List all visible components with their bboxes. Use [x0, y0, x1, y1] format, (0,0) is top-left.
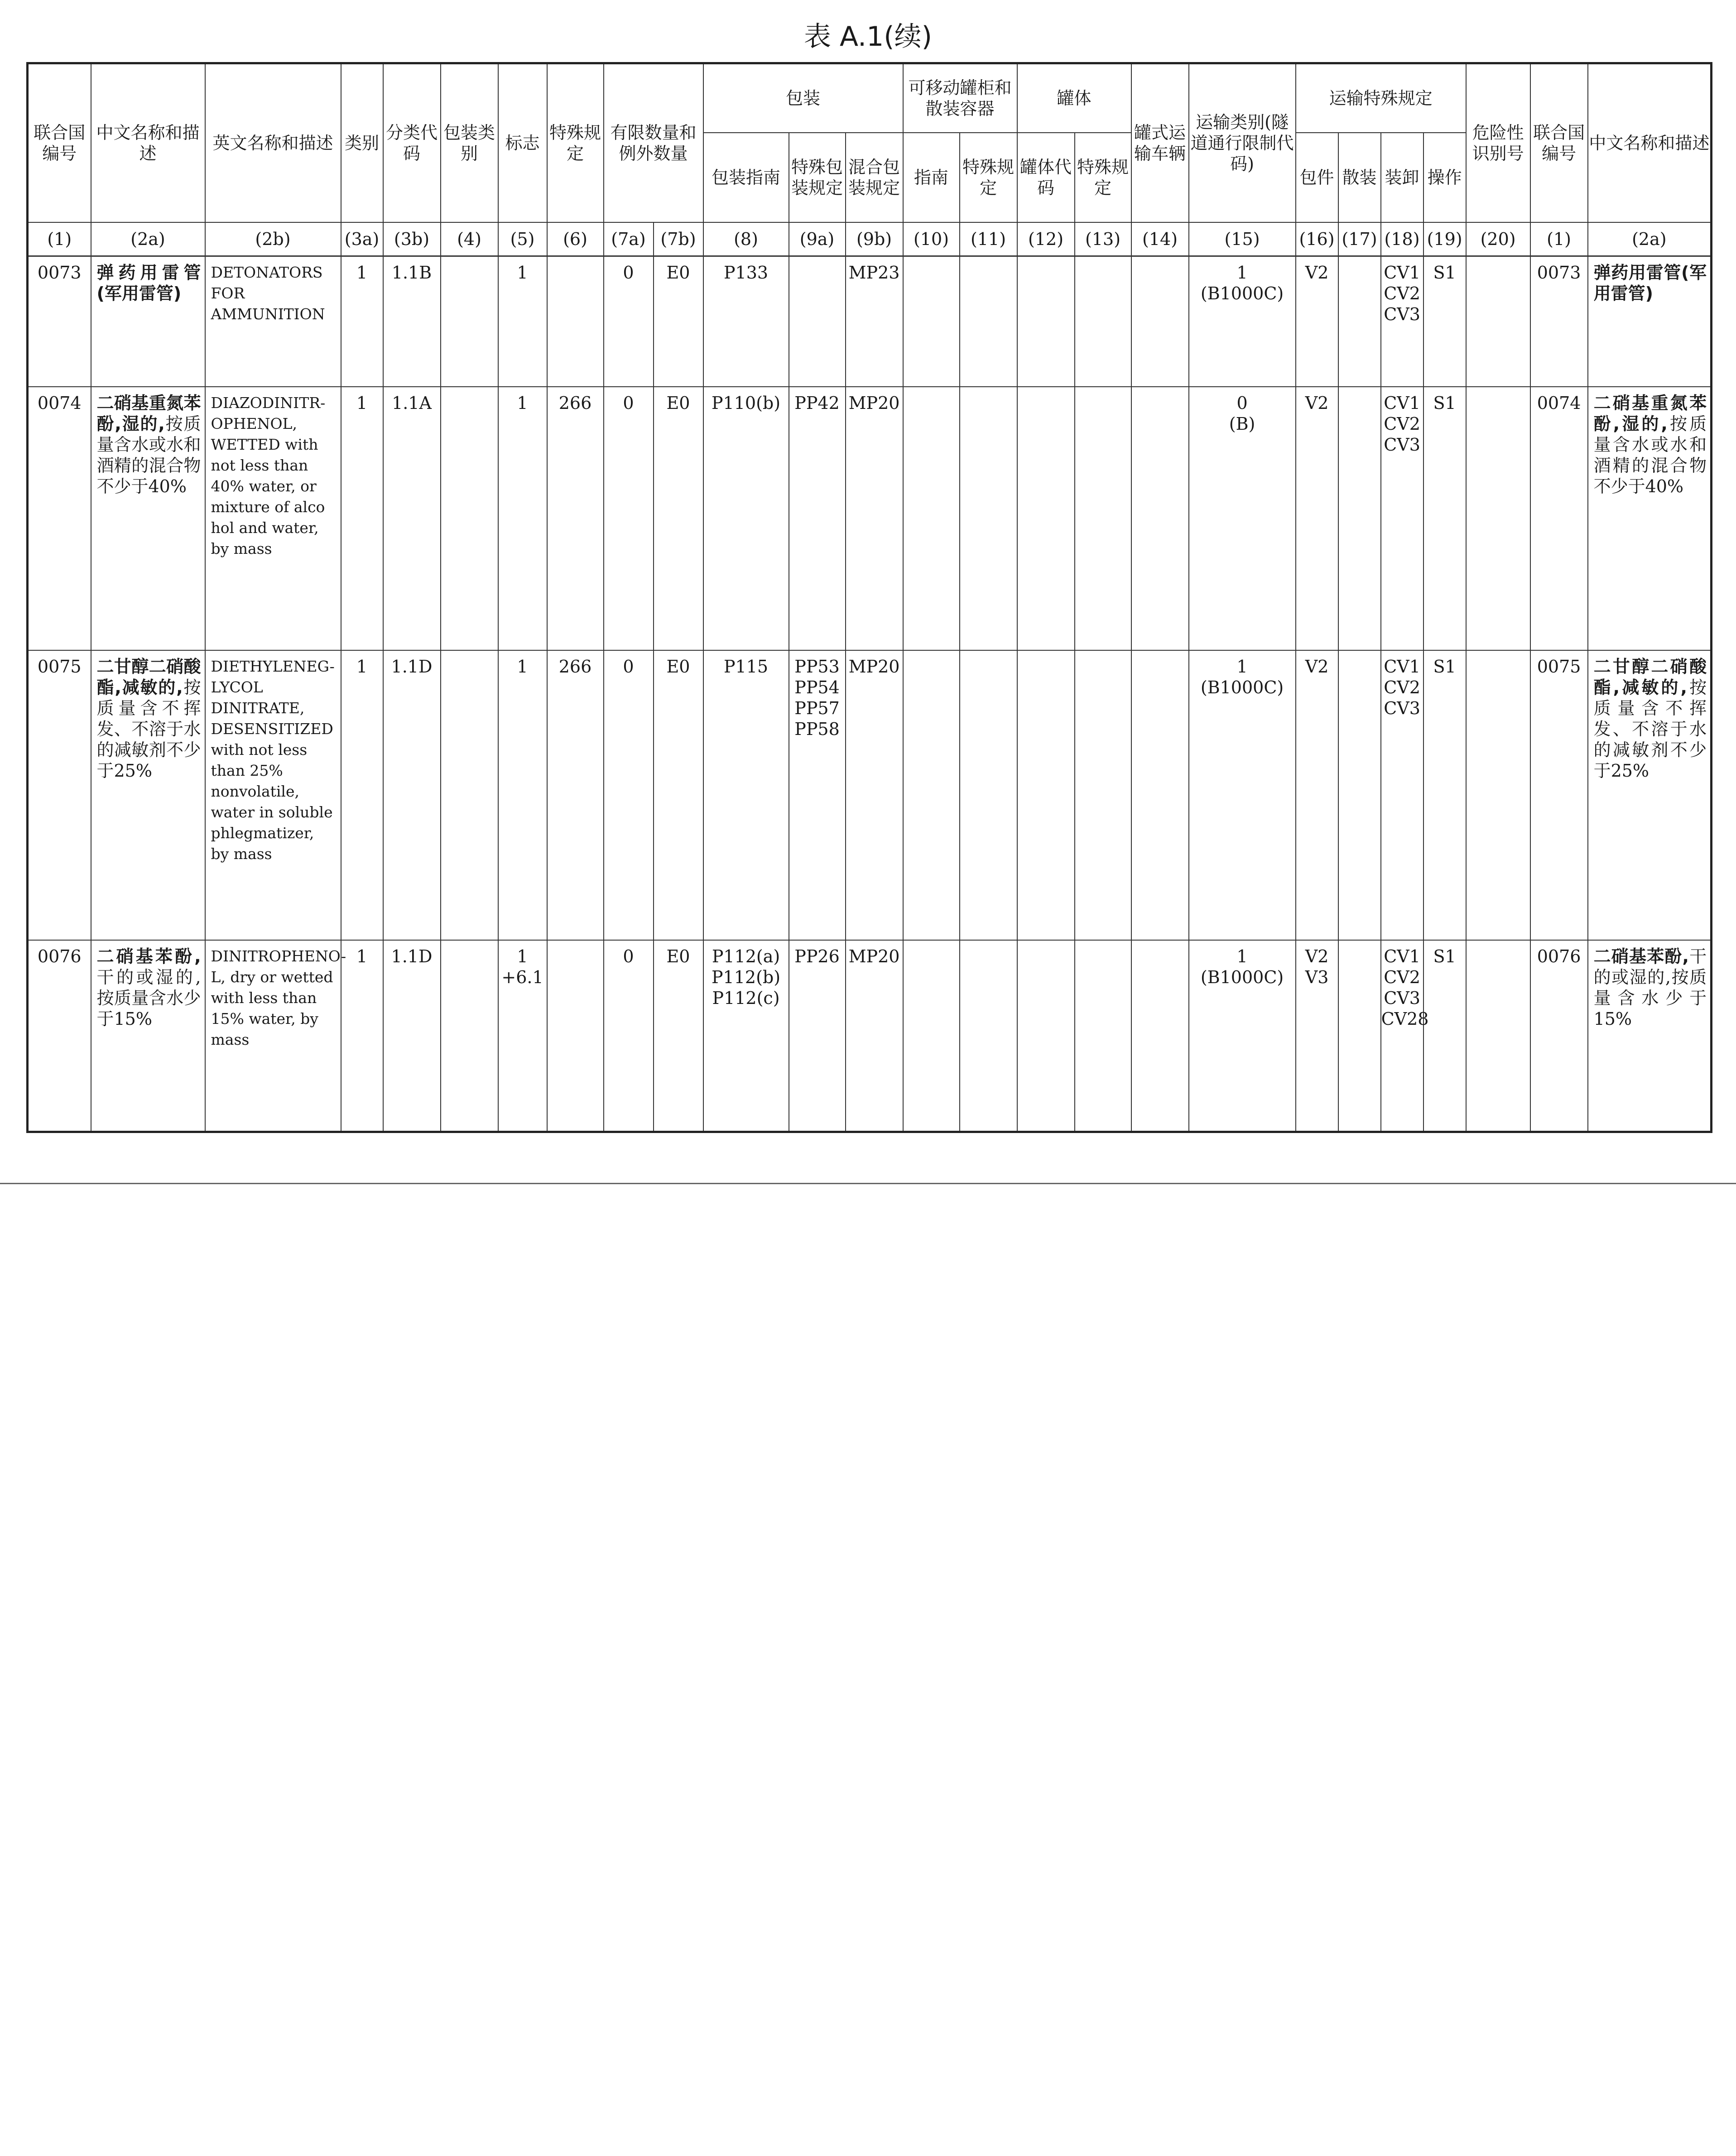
- special-provision-cell: [547, 940, 604, 1132]
- tank-special-cell: [1075, 940, 1131, 1132]
- header-class: 类别: [341, 63, 383, 223]
- transport-category-cell: 1 (B1000C): [1189, 650, 1296, 940]
- column-number: (6): [547, 222, 604, 256]
- header-transport-category: 运输类别(隧道通行限制代码): [1189, 63, 1296, 223]
- tank-code-cell: [1017, 940, 1075, 1132]
- column-number: (2a): [91, 222, 205, 256]
- english-name-cell: DIETHYLENEG-LYCOL DINITRATE, DESENSITIZED with not less than 25% nonvolatile, water in soluble phlegmatizer, by mass: [205, 650, 341, 940]
- chinese-name-bold: 二硝基重氮苯酚,湿的,: [96, 393, 201, 434]
- chinese-name-right-cell: [1588, 940, 1712, 1132]
- header-un-number: 联合国编号: [28, 63, 91, 223]
- chinese-name-bold: 二甘醇二硝酸酯,减敏的,: [96, 656, 201, 697]
- column-number: (19): [1423, 222, 1466, 256]
- portable-special-cell: [960, 256, 1017, 387]
- header-packaging: 包装: [703, 63, 903, 133]
- header-packages: 包件: [1296, 133, 1338, 222]
- column-number: (18): [1381, 222, 1423, 256]
- column-number: (2b): [205, 222, 341, 256]
- english-name-cell: DINITROPHENO-L, dry or wetted with less than 15% water, by mass: [205, 940, 341, 1132]
- header-un-number-right: 联合国编号: [1530, 63, 1588, 223]
- excepted-qty-cell: E0: [654, 940, 703, 1132]
- chinese-name-right-cell: [1588, 387, 1712, 650]
- dangerous-goods-table-container: [26, 62, 1712, 1133]
- portable-special-cell: [960, 650, 1017, 940]
- special-packing-cell: [789, 256, 846, 387]
- packing-instruction-cell: P110(b): [703, 387, 789, 650]
- table-title: 表 A.1(续): [803, 21, 933, 53]
- chinese-name-right-cell: [1588, 650, 1712, 940]
- tank-vehicle-cell: [1131, 387, 1189, 650]
- class-code-cell: 1.1A: [383, 387, 441, 650]
- mixed-packing-cell: MP20: [846, 387, 903, 650]
- column-number: (13): [1075, 222, 1131, 256]
- portable-guide-cell: [903, 650, 960, 940]
- table-row: [28, 256, 1712, 387]
- chinese-name-bold: 弹药用雷管(军用雷管): [1593, 263, 1707, 303]
- column-number: (15): [1189, 222, 1296, 256]
- column-number: (10): [903, 222, 960, 256]
- class-code-cell: 1.1B: [383, 256, 441, 387]
- header-limited-quantities: 有限数量和例外数量: [604, 63, 703, 223]
- header-hazard-id: 危险性识别号: [1466, 63, 1530, 223]
- tank-special-cell: [1075, 387, 1131, 650]
- chinese-name-description: 按质量含水或水和酒精的混合物不少于40%: [1593, 413, 1707, 496]
- header-packing-group: 包装类别: [441, 63, 498, 223]
- operation-cell: S1: [1423, 387, 1466, 650]
- column-number: (20): [1466, 222, 1530, 256]
- packing-group-cell: [441, 256, 498, 387]
- chinese-name-bold: 二甘醇二硝酸酯,减敏的,: [1593, 656, 1707, 697]
- packing-group-cell: [441, 940, 498, 1132]
- label-cell: 1 +6.1: [498, 940, 547, 1132]
- chinese-name-bold: 弹药用雷管(军用雷管): [96, 263, 201, 303]
- chinese-name-cell: [91, 256, 205, 387]
- column-number: (1): [1530, 222, 1588, 256]
- column-number: (4): [441, 222, 498, 256]
- un-number-cell: 0073: [28, 256, 91, 387]
- limited-qty-cell: 0: [604, 650, 654, 940]
- header-tank-vehicle: 罐式运输车辆: [1131, 63, 1189, 223]
- header-portable-guide: 指南: [903, 133, 960, 222]
- packing-instruction-cell: P115: [703, 650, 789, 940]
- limited-qty-cell: 0: [604, 256, 654, 387]
- loading-cell: CV1 CV2 CV3: [1381, 387, 1423, 650]
- excepted-qty-cell: E0: [654, 650, 703, 940]
- tank-code-cell: [1017, 387, 1075, 650]
- portable-special-cell: [960, 387, 1017, 650]
- header-special-provisions: 特殊规定: [547, 63, 604, 223]
- portable-special-cell: [960, 940, 1017, 1132]
- chinese-name-cell: [91, 387, 205, 650]
- column-number: (11): [960, 222, 1017, 256]
- english-name-cell: DIAZODINITR-OPHENOL, WETTED with not less than 40% water, or mixture of alco hol and water, by mass: [205, 387, 341, 650]
- chinese-name-description: 按质量含不挥发、不溶于水的减敏剂不少于25%: [96, 677, 201, 781]
- header-class-code: 分类代码: [383, 63, 441, 223]
- un-number-right-cell: 0076: [1530, 940, 1588, 1132]
- chinese-name-right-cell: [1588, 256, 1712, 387]
- special-packing-cell: PP26: [789, 940, 846, 1132]
- excepted-qty-cell: E0: [654, 387, 703, 650]
- label-cell: 1: [498, 387, 547, 650]
- portable-guide-cell: [903, 387, 960, 650]
- hazard-id-cell: [1466, 256, 1530, 387]
- limited-qty-cell: 0: [604, 387, 654, 650]
- column-number: (5): [498, 222, 547, 256]
- chinese-name-description: 按质量含水或水和酒精的混合物不少于40%: [96, 413, 201, 496]
- transport-category-cell: 1 (B1000C): [1189, 256, 1296, 387]
- table-row: [28, 387, 1712, 650]
- bulk-cell: [1338, 256, 1381, 387]
- loading-cell: CV1 CV2 CV3: [1381, 650, 1423, 940]
- mixed-packing-cell: MP23: [846, 256, 903, 387]
- header-loading: 装卸: [1381, 133, 1423, 222]
- column-number: (7b): [654, 222, 703, 256]
- table-row: [28, 650, 1712, 940]
- header-mixed-packing: 混合包装规定: [846, 133, 903, 222]
- tank-vehicle-cell: [1131, 940, 1189, 1132]
- hazard-id-cell: [1466, 387, 1530, 650]
- un-number-right-cell: 0074: [1530, 387, 1588, 650]
- class-cell: 1: [341, 650, 383, 940]
- packages-cell: V2: [1296, 256, 1338, 387]
- chinese-name-cell: [91, 650, 205, 940]
- loading-cell: CV1 CV2 CV3: [1381, 256, 1423, 387]
- special-packing-cell: PP53 PP54 PP57 PP58: [789, 650, 846, 940]
- table-body: [28, 256, 1712, 1132]
- portable-guide-cell: [903, 256, 960, 387]
- table-row: [28, 940, 1712, 1132]
- mixed-packing-cell: MP20: [846, 650, 903, 940]
- bulk-cell: [1338, 387, 1381, 650]
- operation-cell: S1: [1423, 650, 1466, 940]
- chinese-name-description: 干的或湿的,按质量含水少于15%: [96, 967, 201, 1029]
- packing-group-cell: [441, 650, 498, 940]
- packages-cell: V2 V3: [1296, 940, 1338, 1132]
- special-provision-cell: 266: [547, 387, 604, 650]
- header-chinese-name: 中文名称和描述: [91, 63, 205, 223]
- hazard-id-cell: [1466, 940, 1530, 1132]
- header-label: 标志: [498, 63, 547, 223]
- chinese-name-bold: 二硝基重氮苯酚,湿的,: [1593, 393, 1707, 434]
- un-number-right-cell: 0075: [1530, 650, 1588, 940]
- header-tank: 罐体: [1017, 63, 1131, 133]
- chinese-name-bold: 二硝基苯酚,: [96, 946, 201, 966]
- un-number-cell: 0074: [28, 387, 91, 650]
- header-english-name: 英文名称和描述: [205, 63, 341, 223]
- packages-cell: V2: [1296, 387, 1338, 650]
- column-number: (3b): [383, 222, 441, 256]
- portable-guide-cell: [903, 940, 960, 1132]
- header-transport-special: 运输特殊规定: [1296, 63, 1466, 133]
- packing-instruction-cell: P133: [703, 256, 789, 387]
- column-number: (16): [1296, 222, 1338, 256]
- column-number: (12): [1017, 222, 1075, 256]
- header-bulk: 散装: [1338, 133, 1381, 222]
- tank-code-cell: [1017, 256, 1075, 387]
- bulk-cell: [1338, 650, 1381, 940]
- header-special-packing: 特殊包装规定: [789, 133, 846, 222]
- column-number: (14): [1131, 222, 1189, 256]
- packages-cell: V2: [1296, 650, 1338, 940]
- special-packing-cell: PP42: [789, 387, 846, 650]
- chinese-name-description: 干的或湿的,按质量含水少于15%: [1593, 946, 1707, 1029]
- class-cell: 1: [341, 940, 383, 1132]
- column-number-row: [28, 222, 1712, 256]
- column-number: (2a): [1588, 222, 1712, 256]
- chinese-name-bold: 二硝基苯酚,: [1593, 946, 1689, 966]
- column-number: (9a): [789, 222, 846, 256]
- page-bottom-rule: [0, 1183, 1736, 1184]
- header-operation: 操作: [1423, 133, 1466, 222]
- class-code-cell: 1.1D: [383, 650, 441, 940]
- un-number-cell: 0076: [28, 940, 91, 1132]
- special-provision-cell: [547, 256, 604, 387]
- transport-category-cell: 1 (B1000C): [1189, 940, 1296, 1132]
- limited-qty-cell: 0: [604, 940, 654, 1132]
- label-cell: 1: [498, 256, 547, 387]
- excepted-qty-cell: E0: [654, 256, 703, 387]
- chinese-name-cell: [91, 940, 205, 1132]
- column-number: (7a): [604, 222, 654, 256]
- header-tank-code: 罐体代码: [1017, 133, 1075, 222]
- english-name-cell: DETONATORS FOR AMMUNITION: [205, 256, 341, 387]
- tank-code-cell: [1017, 650, 1075, 940]
- column-number: (3a): [341, 222, 383, 256]
- mixed-packing-cell: MP20: [846, 940, 903, 1132]
- tank-special-cell: [1075, 650, 1131, 940]
- transport-category-cell: 0 (B): [1189, 387, 1296, 650]
- column-number: (17): [1338, 222, 1381, 256]
- class-cell: 1: [341, 256, 383, 387]
- header-packing-instruction: 包装指南: [703, 133, 789, 222]
- packing-group-cell: [441, 387, 498, 650]
- chinese-name-description: 按质量含不挥发、不溶于水的减敏剂不少于25%: [1593, 677, 1707, 781]
- label-cell: 1: [498, 650, 547, 940]
- column-number: (1): [28, 222, 91, 256]
- header-chinese-name-right: 中文名称和描述: [1588, 63, 1712, 223]
- header-portable-tanks: 可移动罐柜和散装容器: [903, 63, 1017, 133]
- header-portable-special: 特殊规定: [960, 133, 1017, 222]
- packing-instruction-cell: P112(a) P112(b) P112(c): [703, 940, 789, 1132]
- tank-special-cell: [1075, 256, 1131, 387]
- class-cell: 1: [341, 387, 383, 650]
- table-header: [28, 63, 1712, 256]
- loading-cell: CV1 CV2 CV3 CV28: [1381, 940, 1423, 1132]
- un-number-right-cell: 0073: [1530, 256, 1588, 387]
- bulk-cell: [1338, 940, 1381, 1132]
- tank-vehicle-cell: [1131, 256, 1189, 387]
- un-number-cell: 0075: [28, 650, 91, 940]
- operation-cell: S1: [1423, 256, 1466, 387]
- tank-vehicle-cell: [1131, 650, 1189, 940]
- column-number: (9b): [846, 222, 903, 256]
- hazard-id-cell: [1466, 650, 1530, 940]
- special-provision-cell: 266: [547, 650, 604, 940]
- header-tank-special: 特殊规定: [1075, 133, 1131, 222]
- column-number: (8): [703, 222, 789, 256]
- class-code-cell: 1.1D: [383, 940, 441, 1132]
- operation-cell: S1: [1423, 940, 1466, 1132]
- dangerous-goods-table: [26, 62, 1712, 1133]
